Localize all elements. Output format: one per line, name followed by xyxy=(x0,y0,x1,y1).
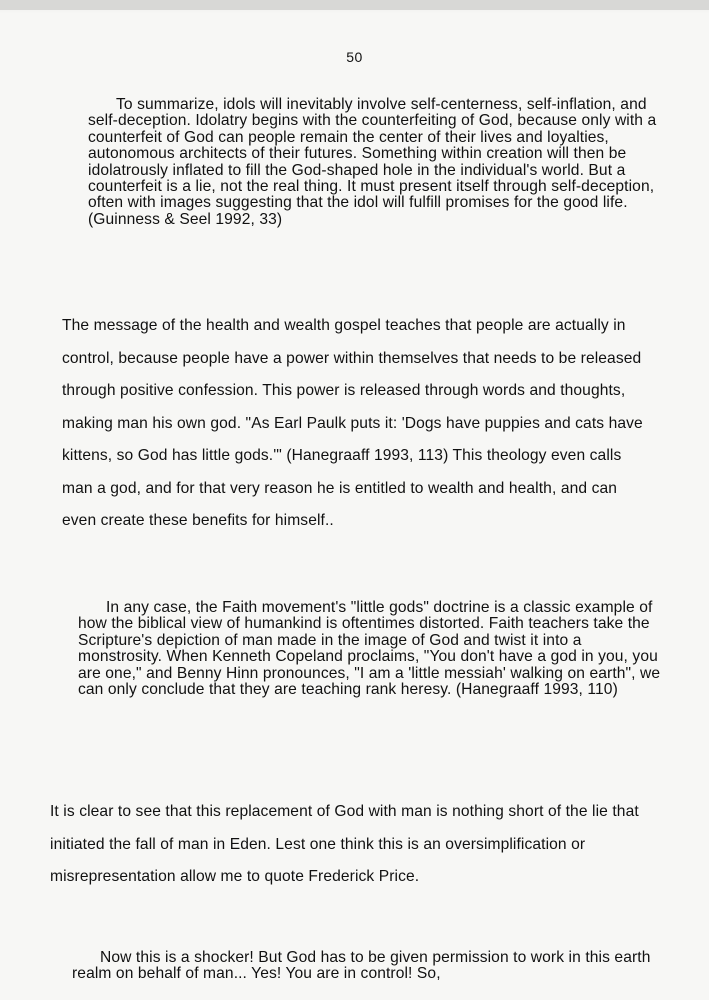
block-quote-guinness xyxy=(88,97,663,228)
block-quote-hanegraaff xyxy=(78,600,663,698)
block-quote-price xyxy=(72,950,657,983)
body-paragraph-health-wealth: The message of the health and wealth gospel teaches that people are actually in control, because people have a power within themselves that needs to be released through positive confession. This power is released through words and thoughts, making man his own god. "As Earl Paulk puts it: 'Dogs have puppies and cats have kittens, so God has little gods.'" (Hanegraaff 1993, 113) This theology even calls man a god, and for that very reason he is entitled to wealth and health, and can even create these benefits for himself.. xyxy=(62,317,643,529)
scan-top-edge xyxy=(0,0,709,10)
page-number: 50 xyxy=(346,49,363,65)
quote-text: Now this is a shocker! But God has to be given permission to work in this earth realm on behalf of man... Yes! You are in control! So, xyxy=(72,949,651,983)
quote-text: In any case, the Faith movement's "little gods" doctrine is a classic example of how the biblical view of humankind is oftentimes distorted. Faith teachers take the Scripture's depiction of man made in the image of God and twist it into a monstrosity. When Kenneth Copeland proclaims, "You don't have a god in you, you are one," and Benny Hinn pronounces, "I am a 'little messiah' walking on earth", we can only conclude that they are teaching rank heresy. (Hanegraaff 1993, 110) xyxy=(78,599,661,699)
quote-text: To summarize, idols will inevitably involve self-centerness, self-inflation, and self-deception. Idolatry begins with the counterfeiting of God, because only with a counterfeit of God can people remain the center of their lives and loyalties, autonomous architects of their futures. Something within creation will then be idolatrously inflated to fill the God-shaped hole in the individual's world. But a counterfeit is a lie, not the real thing. It must present itself through self-deception, often with images suggesting that the idol will fulfill promises for the good life. (Guinness & Seel 1992, 33) xyxy=(88,96,657,228)
body-paragraph-replacement: It is clear to see that this replacement of God with man is nothing short of the lie that initiated the fall of man in Eden. Lest one think this is an oversimplification or misrepresentation allow me to quote Frederick Price. xyxy=(50,803,639,885)
